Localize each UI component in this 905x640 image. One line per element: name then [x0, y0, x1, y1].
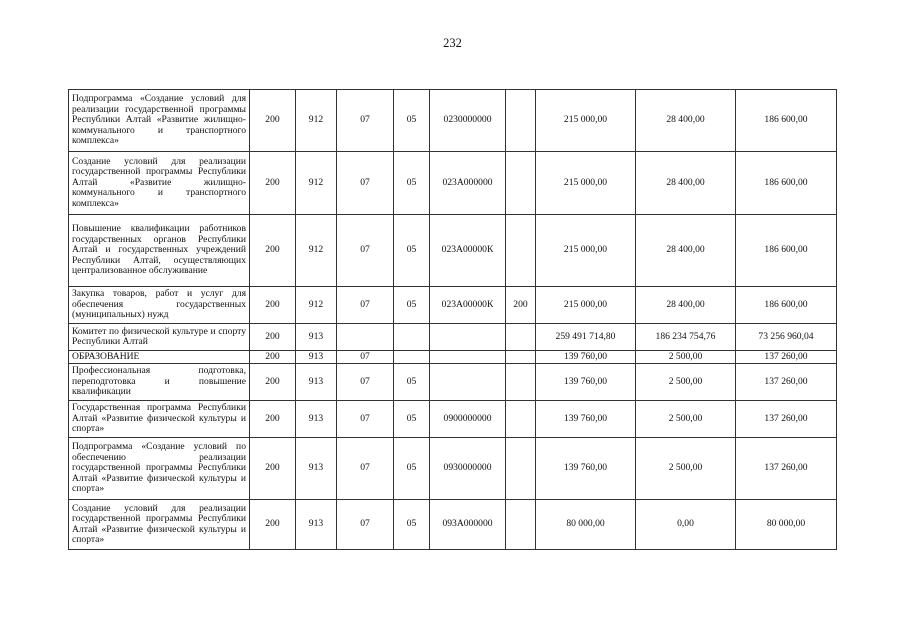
cell-pr	[394, 324, 430, 351]
cell-sum-3: 73 256 960,04	[736, 324, 837, 351]
cell-rz: 07	[337, 287, 394, 324]
table-row	[69, 438, 837, 500]
table-row	[69, 287, 837, 324]
cell-sum-2: 2 500,00	[636, 364, 736, 401]
cell-sum-1: 215 000,00	[536, 152, 636, 215]
row-name: Подпрограмма «Создание условий по обеспечению реализации государственной программы Республики Алтай «Развитие физической культуры и спорта»	[69, 438, 250, 500]
cell-glava: 200	[250, 90, 296, 152]
cell-glava: 200	[250, 364, 296, 401]
table-row	[69, 324, 837, 351]
cell-vr	[506, 438, 536, 500]
row-name: Создание условий для реализации государственной программы Республики Алтай «Развитие жилищно-коммунального и транспортного комплекса»	[69, 152, 250, 215]
cell-sum-2: 2 500,00	[636, 438, 736, 500]
cell-pr: 05	[394, 500, 430, 550]
cell-vr	[506, 152, 536, 215]
cell-rz: 07	[337, 401, 394, 438]
cell-csr: 0900000000	[430, 401, 506, 438]
row-name: Государственная программа Республики Алтай «Развитие физической культуры и спорта»	[69, 401, 250, 438]
row-name: Подпрограмма «Создание условий для реализации государственной программы Республики Алтай «Развитие жилищно-коммунального и транспортного комплекса»	[69, 90, 250, 152]
cell-vr	[506, 351, 536, 364]
table-row	[69, 90, 837, 152]
cell-sum-3: 186 600,00	[736, 215, 837, 287]
row-name: Повышение квалификации работников государственных органов Республики Алтай и государственных учреждений Республики Алтай, осуществляющих централизованное обслуживание	[69, 215, 250, 287]
cell-sum-2: 28 400,00	[636, 152, 736, 215]
cell-glava: 200	[250, 287, 296, 324]
cell-csr: 0930000000	[430, 438, 506, 500]
cell-ved: 912	[296, 152, 337, 215]
cell-sum-3: 137 260,00	[736, 401, 837, 438]
cell-ved: 913	[296, 351, 337, 364]
cell-pr: 05	[394, 438, 430, 500]
cell-vr	[506, 324, 536, 351]
cell-pr: 05	[394, 215, 430, 287]
cell-csr	[430, 324, 506, 351]
cell-sum-1: 139 760,00	[536, 401, 636, 438]
row-name: ОБРАЗОВАНИЕ	[69, 351, 250, 364]
cell-ved: 913	[296, 401, 337, 438]
cell-csr: 093А000000	[430, 500, 506, 550]
cell-rz: 07	[337, 215, 394, 287]
table-row	[69, 364, 837, 401]
cell-vr	[506, 500, 536, 550]
cell-ved: 912	[296, 90, 337, 152]
cell-glava: 200	[250, 324, 296, 351]
cell-ved: 913	[296, 500, 337, 550]
cell-sum-2: 28 400,00	[636, 90, 736, 152]
cell-sum-3: 137 260,00	[736, 438, 837, 500]
cell-sum-1: 80 000,00	[536, 500, 636, 550]
cell-sum-2: 28 400,00	[636, 215, 736, 287]
cell-rz: 07	[337, 500, 394, 550]
cell-pr: 05	[394, 152, 430, 215]
cell-ved: 912	[296, 215, 337, 287]
cell-ved: 913	[296, 364, 337, 401]
cell-csr: 023А00000К	[430, 215, 506, 287]
table-body	[69, 90, 837, 550]
cell-sum-1: 215 000,00	[536, 287, 636, 324]
page-number: 232	[443, 36, 462, 50]
cell-sum-2: 2 500,00	[636, 351, 736, 364]
cell-rz: 07	[337, 351, 394, 364]
cell-rz: 07	[337, 152, 394, 215]
cell-sum-3: 186 600,00	[736, 90, 837, 152]
cell-csr: 023А00000К	[430, 287, 506, 324]
cell-pr: 05	[394, 364, 430, 401]
cell-glava: 200	[250, 401, 296, 438]
cell-vr: 200	[506, 287, 536, 324]
cell-vr	[506, 90, 536, 152]
row-name: Закупка товаров, работ и услуг для обеспечения государственных (муниципальных) нужд	[69, 287, 250, 324]
cell-pr: 05	[394, 401, 430, 438]
table-row	[69, 215, 837, 287]
cell-glava: 200	[250, 152, 296, 215]
cell-ved: 913	[296, 324, 337, 351]
cell-pr: 05	[394, 287, 430, 324]
row-name: Профессиональная подготовка, переподготовка и повышение квалификации	[69, 364, 250, 401]
cell-sum-1: 139 760,00	[536, 438, 636, 500]
row-name: Комитет по физической культуре и спорту Республики Алтай	[69, 324, 250, 351]
cell-sum-1: 215 000,00	[536, 215, 636, 287]
cell-pr	[394, 351, 430, 364]
cell-sum-3: 137 260,00	[736, 364, 837, 401]
cell-csr: 023А000000	[430, 152, 506, 215]
cell-sum-3: 186 600,00	[736, 287, 837, 324]
cell-glava: 200	[250, 438, 296, 500]
cell-sum-2: 186 234 754,76	[636, 324, 736, 351]
cell-sum-1: 215 000,00	[536, 90, 636, 152]
table-row	[69, 500, 837, 550]
cell-sum-3: 137 260,00	[736, 351, 837, 364]
cell-sum-2: 2 500,00	[636, 401, 736, 438]
cell-csr	[430, 351, 506, 364]
cell-ved: 912	[296, 287, 337, 324]
cell-sum-1: 139 760,00	[536, 351, 636, 364]
cell-glava: 200	[250, 215, 296, 287]
cell-glava: 200	[250, 500, 296, 550]
table-row	[69, 401, 837, 438]
cell-rz: 07	[337, 364, 394, 401]
cell-vr	[506, 215, 536, 287]
budget-table	[68, 89, 837, 550]
cell-csr: 0230000000	[430, 90, 506, 152]
table-row	[69, 351, 837, 364]
cell-rz	[337, 324, 394, 351]
cell-vr	[506, 364, 536, 401]
cell-rz: 07	[337, 438, 394, 500]
cell-vr	[506, 401, 536, 438]
cell-pr: 05	[394, 90, 430, 152]
table-row	[69, 152, 837, 215]
cell-sum-2: 28 400,00	[636, 287, 736, 324]
cell-sum-1: 139 760,00	[536, 364, 636, 401]
cell-sum-1: 259 491 714,80	[536, 324, 636, 351]
cell-sum-2: 0,00	[636, 500, 736, 550]
cell-rz: 07	[337, 90, 394, 152]
cell-sum-3: 186 600,00	[736, 152, 837, 215]
cell-csr	[430, 364, 506, 401]
row-name: Создание условий для реализации государственной программы Республики Алтай «Развитие физической культуры и спорта»	[69, 500, 250, 550]
cell-glava: 200	[250, 351, 296, 364]
cell-sum-3: 80 000,00	[736, 500, 837, 550]
cell-ved: 913	[296, 438, 337, 500]
